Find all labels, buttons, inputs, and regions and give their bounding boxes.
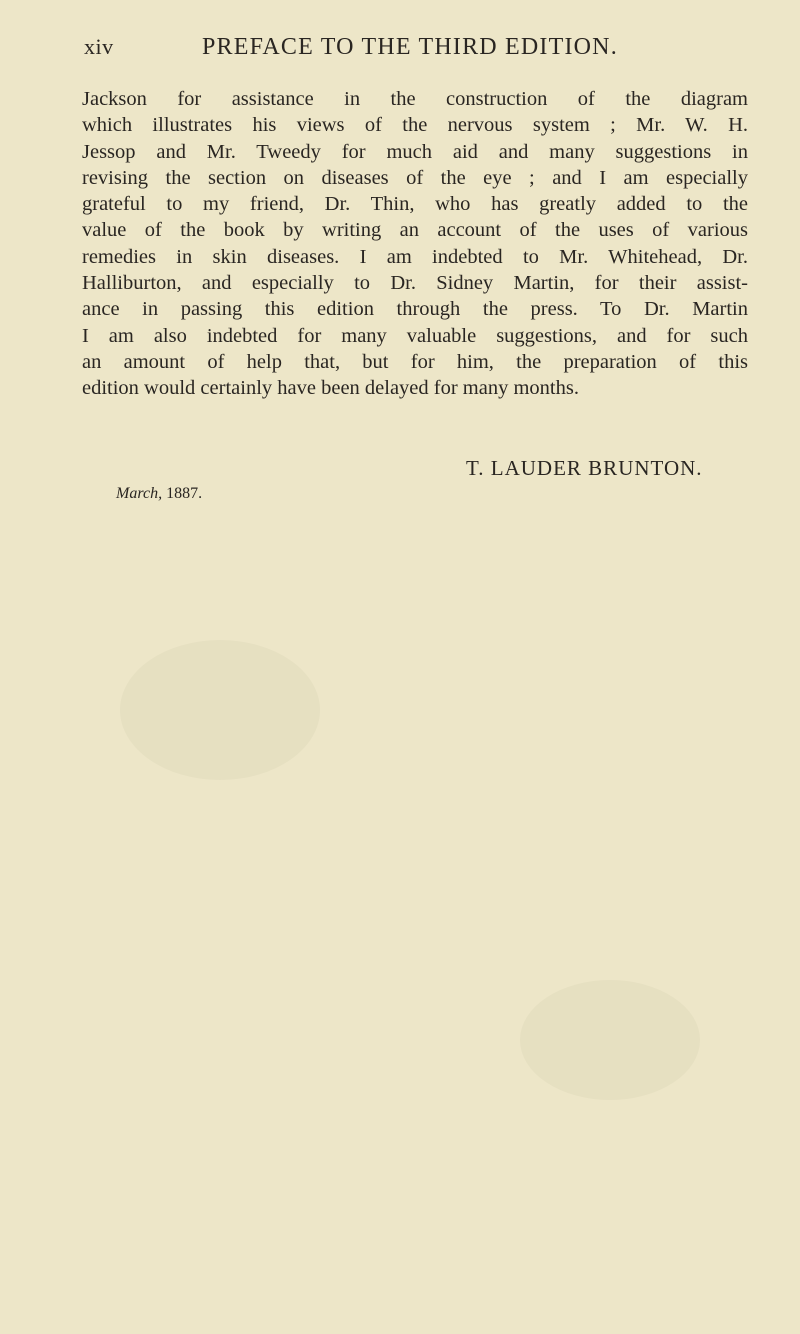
text-line: grateful to my friend, Dr. Thin, who has greatly added to the	[82, 193, 748, 216]
text-line: value of the book by writing an account of the uses of various	[82, 219, 748, 242]
date-year: 1887.	[166, 485, 203, 502]
preface-paragraph	[82, 86, 748, 402]
text-line: Jessop and Mr. Tweedy for much aid and many suggestions in	[82, 140, 748, 163]
text-line: I am also indebted for many valuable suggestions, and for such	[82, 324, 748, 347]
dateline	[116, 485, 202, 503]
page-number: xiv	[84, 34, 114, 59]
paper-stain	[520, 980, 700, 1100]
text-line: ance in passing this edition through the press. To Dr. Martin	[82, 298, 748, 321]
text-line: Halliburton, and especially to Dr. Sidney Martin, for their assist-	[82, 272, 748, 295]
text-line: revising the section on diseases of the eye ; and I am especially	[82, 166, 748, 189]
text-line: an amount of help that, but for him, the preparation of this	[82, 350, 748, 373]
text-line: Jackson for assistance in the construction of the diagram	[82, 88, 748, 110]
date-month: March,	[116, 485, 163, 502]
text-line: which illustrates his views of the nervous system ; Mr. W. H.	[82, 114, 748, 137]
page-title: PREFACE TO THE THIRD EDITION.	[202, 34, 618, 60]
author-signature: T. LAUDER BRUNTON.	[466, 456, 703, 480]
text-line: remedies in skin diseases. I am indebted to Mr. Whitehead, Dr.	[82, 245, 748, 268]
paper-stain	[120, 640, 320, 780]
text-line: edition would certainly have been delayed for many months.	[82, 377, 579, 400]
running-head	[84, 34, 724, 70]
